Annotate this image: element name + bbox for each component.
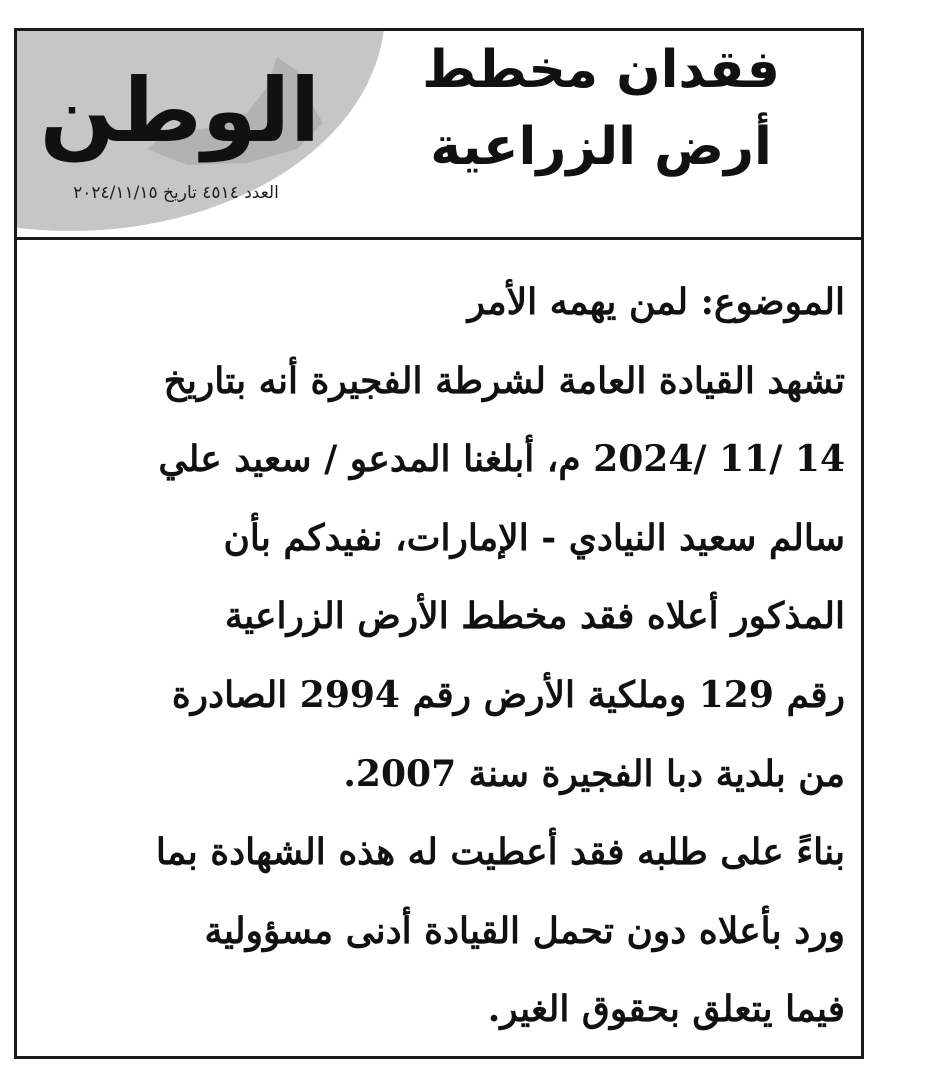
issue-date-line: العدد ٤٥١٤ تاريخ ٢٠٢٤/١١/١٥: [73, 183, 279, 203]
body-line: سالم سعيد النيادي - الإمارات، نفيدكم بأن: [223, 516, 845, 559]
body-line: بناءً على طلبه فقد أعطيت له هذه الشهادة بما: [155, 831, 845, 874]
notice-frame: [14, 28, 864, 1059]
body-line: 14 /11 /2024 م، أبلغنا المدعو / سعيد علي: [158, 438, 845, 481]
notice-body: [39, 263, 845, 1049]
headline-line-2: أرض الزراعية: [430, 116, 772, 177]
body-line: المذكور أعلاه فقد مخطط الأرض الزراعية: [224, 595, 845, 638]
body-line: من بلدية دبا الفجيرة سنة 2007.: [343, 752, 845, 795]
newspaper-logo: الوطن: [39, 59, 321, 162]
body-line: تشهد القيادة العامة لشرطة الفجيرة أنه بتاريخ: [163, 359, 845, 402]
notice-header: [17, 31, 861, 240]
body-line: فيما يتعلق بحقوق الغير.: [487, 988, 845, 1031]
body-line: ورد بأعلاه دون تحمل القيادة أدنى مسؤولية: [204, 909, 845, 952]
notice-headline: [381, 40, 821, 196]
body-line: الموضوع: لمن يهمه الأمر: [467, 281, 845, 323]
headline-line-1: فقدان مخطط: [422, 40, 780, 100]
body-line: رقم 129 وملكية الأرض رقم 2994 الصادرة: [171, 673, 845, 716]
